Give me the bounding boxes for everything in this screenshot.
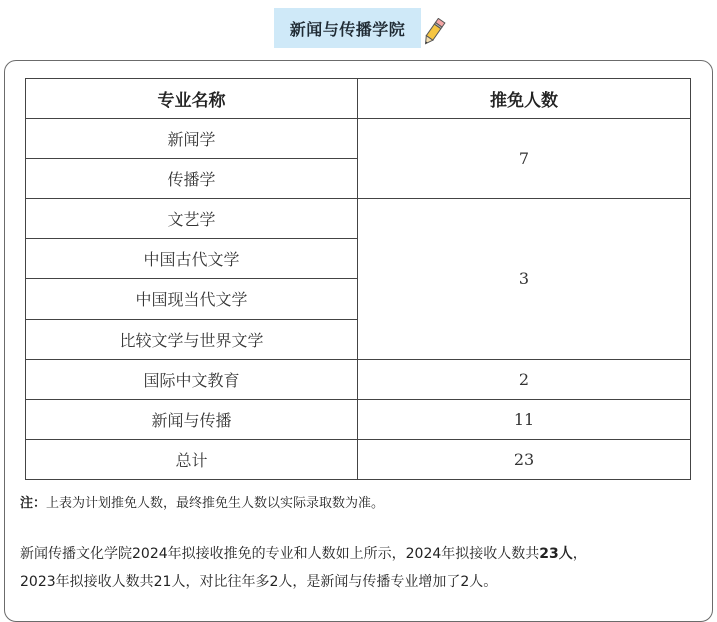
table-row [26, 399, 691, 439]
quota-cell: 3 [358, 199, 691, 359]
section-title-badge [274, 8, 442, 50]
total-value-cell: 23 [358, 439, 691, 479]
summary-text: 新闻传播文化学院2024年拟接收推免的专业和人数如上所示，2024年拟接收人数共 [20, 546, 540, 562]
major-cell: 新闻与传播 [26, 399, 358, 439]
header-major-name: 专业名称 [26, 79, 358, 119]
section-title: 新闻与传播学院 [274, 8, 421, 48]
major-cell: 传播学 [26, 159, 358, 199]
table-header-row [26, 79, 691, 119]
summary-paragraph [20, 540, 700, 596]
footnote [20, 492, 384, 511]
quota-cell: 7 [358, 119, 691, 199]
major-cell: 比较文学与世界文学 [26, 319, 358, 359]
pencil-icon [420, 18, 446, 48]
table-total-row [26, 439, 691, 479]
majors-table [25, 78, 691, 480]
major-cell: 文艺学 [26, 199, 358, 239]
highlight-count: 23人 [539, 546, 573, 562]
total-label-cell: 总计 [26, 439, 358, 479]
quota-cell: 11 [358, 399, 691, 439]
table-row [26, 359, 691, 399]
major-cell: 国际中文教育 [26, 359, 358, 399]
table-row [26, 119, 691, 159]
table-row [26, 199, 691, 239]
major-cell: 中国古代文学 [26, 239, 358, 279]
summary-text-end: ， [572, 546, 587, 562]
major-cell: 中国现当代文学 [26, 279, 358, 319]
summary-line-1 [20, 540, 700, 568]
quota-cell: 2 [358, 359, 691, 399]
header-quota: 推免人数 [358, 79, 691, 119]
footnote-text: 上表为计划推免人数，最终推免生人数以实际录取数为准。 [46, 496, 385, 511]
summary-line-2: 2023年拟接收人数共21人，对比往年多2人，是新闻与传播专业增加了2人。 [20, 574, 498, 590]
footnote-label: 注： [20, 496, 47, 511]
major-cell: 新闻学 [26, 119, 358, 159]
